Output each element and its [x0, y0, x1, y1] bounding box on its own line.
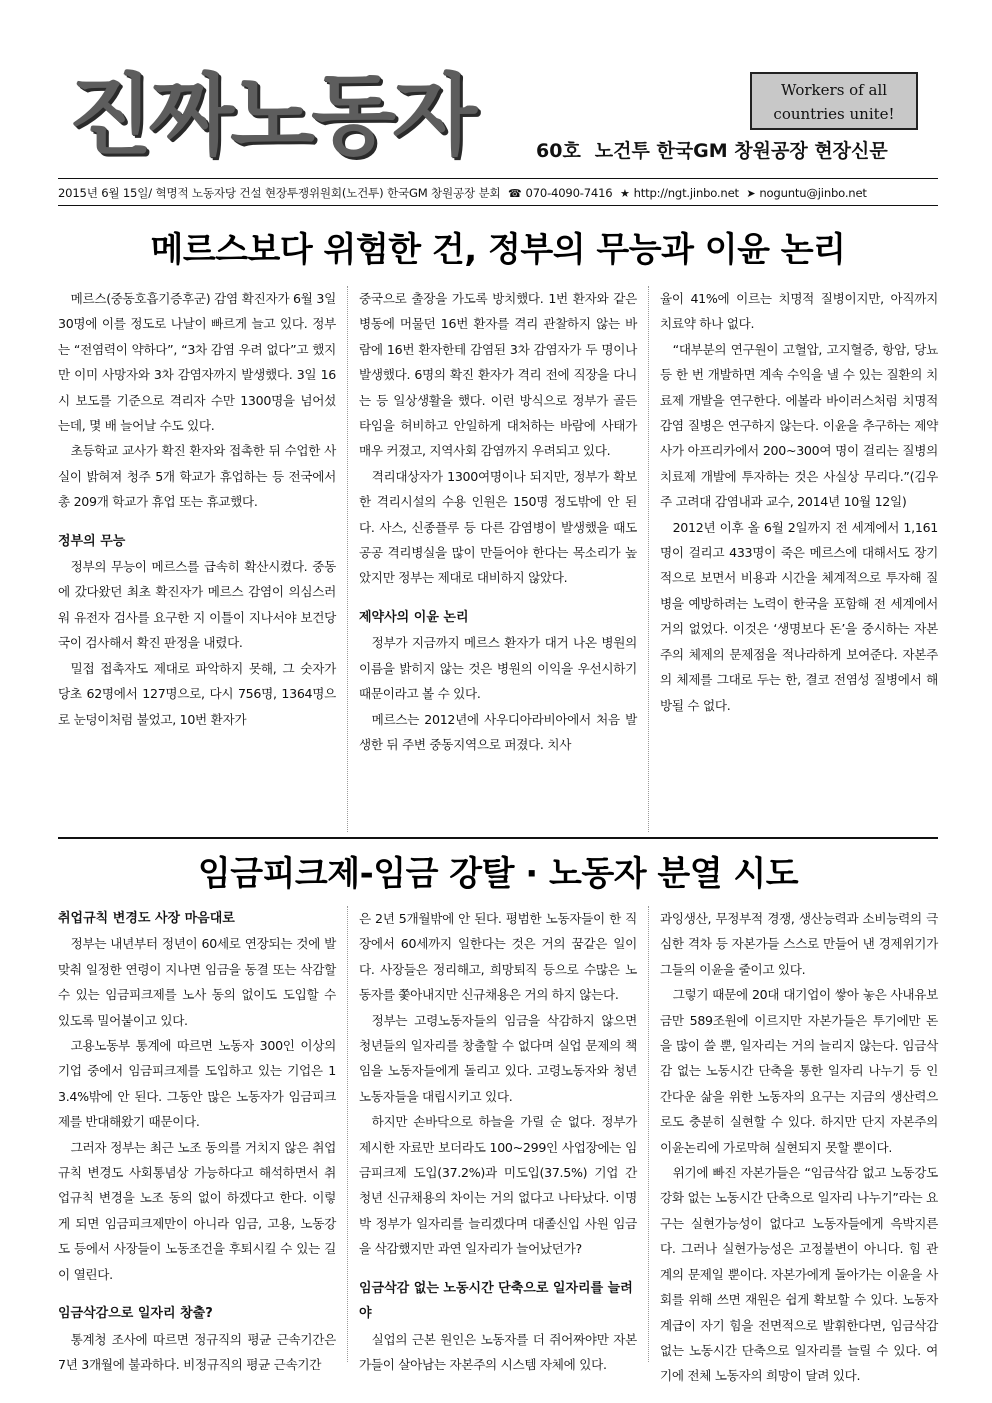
paragraph: 메르스(중동호흡기증후군) 감염 확진자가 6월 3일 30명에 이를 정도로 나날이 빠르게 늘고 있다. 정부는 “전염력이 약하다”, “3차 감염 우려 없다”고 했지만 이미 사망자와 3차 감염자까지 발생했다. 3일 16시 보도를 기준으로 격리자 수만 1300명을 넘어섰는데, 몇 배 늘어날 수도 있다. — [58, 291, 336, 434]
paragraph: 중국으로 출장을 가도록 방치했다. 1번 환자와 같은 병동에 머물던 16번 환자를 격리 관찰하지 않는 바람에 16번 환자한테 감염된 3차 감염자가 두 명이나 발생했다. 6명의 확진 환자가 격리 전에 직장을 다니는 등 일상생활을 했다. 이런 방식으로 정부가 골든타임을 허비하고 안일하게 대처하는 바람에 사태가 매우 커졌고, 지역사회 감염까지 우려되고 있다. — [359, 291, 637, 459]
info-line — [58, 185, 938, 201]
phone-number: 070-4090-7416 — [525, 186, 613, 200]
paragraph: 그렇기 때문에 20대 대기업이 쌓아 놓은 사내유보금만 589조원에 이르지만 자본가들은 투기에만 돈을 많이 쓸 뿐, 일자리는 거의 늘리지 않는다. 임금삭감 없는 노동시간 단축을 통한 일자리 나누기 등 인간다운 삶을 위한 노동자의 요구는 지금의 생산력으로도 충분히 실현할 수 있다. 하지만 단지 자본주의 이윤논리에 가로막혀 실현되지 못할 뿐이다. — [660, 987, 938, 1155]
column-divider — [637, 286, 660, 832]
section-separator — [58, 837, 938, 839]
subheading: 취업규칙 변경도 사장 마음대로 — [58, 911, 235, 926]
subheading: 임금삭감으로 일자리 창출? — [58, 1306, 213, 1322]
article1-column-3 — [660, 286, 938, 832]
paragraph: 과잉생산, 무정부적 경쟁, 생산능력과 소비능력의 극심한 격차 등 자본가들 스스로 만들어 낸 경제위기가 그들의 이윤을 줄이고 있다. — [660, 911, 938, 977]
paragraph: 하지만 손바닥으로 하늘을 가릴 순 없다. 정부가 제시한 자료만 보더라도 100~299인 사업장에는 임금피크제 도입(37.2%)과 미도입(37.5%) 기업 간 청년 신규채용의 차이는 거의 없다고 나타났다. 이명박 정부가 일자리를 늘리겠다며 대졸신입 사원 임금을 삭감했지만 과연 일자리가 늘어났던가? — [359, 1114, 637, 1257]
subheading: 제약사의 이윤 논리 — [359, 609, 469, 625]
paragraph: 고용노동부 통계에 따르면 노동자 300인 이상의 기업 중에서 임금피크제를 도입하고 있는 기업은 13.4%밖에 안 된다. 그동안 많은 노동자가 임금피크제를 반대해왔기 때문이다. — [58, 1038, 336, 1130]
slogan-line-1: Workers of all — [780, 81, 888, 99]
article2-body — [58, 906, 938, 1384]
issue-line — [536, 136, 888, 163]
paragraph: 통계청 조사에 따르면 정규직의 평균 근속기간은 7년 3개월에 불과하다. 비정규직의 평균 근속기간 — [58, 1331, 336, 1372]
column-divider — [637, 906, 660, 1362]
article1-headline: 메르스보다 위험한 건, 정부의 무능과 이윤 논리 — [150, 230, 846, 270]
paragraph: 위기에 빠진 자본가들은 “임금삭감 없고 노동강도 강화 없는 노동시간 단축으로 일자리 나누기”라는 요구는 실현가능성이 없다고 노동자들에게 윽박지른다. 그러나 실현가능성은 고정불변이 아니다. 힘 관계의 문제일 뿐이다. 자본가에게 돌아가는 이윤을 사회를 위해 쓰면 재원은 쉽게 확보할 수 있다. 노동자계급이 자기 힘을 전면적으로 발휘한다면, 임금삭감 없는 노동시간 단축으로 일자리를 늘릴 수 있다. 여기에 전체 노동자의 희망이 달려 있다. — [660, 1165, 938, 1384]
paragraph: 정부의 무능이 메르스를 급속히 확산시켰다. 중동에 갔다왔던 최초 확진자가 메르스 감염이 의심스러워 유전자 검사를 요구한 지 이틀이 지나서야 보건당국이 검사해서 확진 판정을 내렸다. — [58, 559, 336, 651]
column-divider — [336, 286, 359, 832]
newspaper-logo: 진짜노동자 — [68, 64, 474, 167]
slogan-line-2: countries unite! — [773, 105, 895, 123]
article1-column-1 — [58, 286, 336, 832]
paragraph: 정부는 내년부터 정년이 60세로 연장되는 것에 발맞춰 일정한 연령이 지나면 임금을 동결 또는 삭감할 수 있는 임금피크제를 노사 동의 없이도 도입할 수 있도록 밀어붙이고 있다. — [58, 936, 336, 1028]
article2-column-3 — [660, 906, 938, 1384]
paragraph: 은 2년 5개월밖에 안 된다. 평범한 노동자들이 한 직장에서 60세까지 일한다는 것은 거의 꿈같은 일이다. 사장들은 정리해고, 희망퇴직 등으로 수많은 노동자를 쫓아내지만 신규채용은 거의 하지 않는다. — [359, 911, 637, 1003]
star-icon: ★ — [619, 187, 630, 200]
email-link[interactable]: noguntu@jinbo.net — [759, 186, 867, 200]
paragraph: 그러자 정부는 최근 노조 동의를 거치지 않은 취업규칙 변경도 사회통념상 가능하다고 해석하면서 취업규칙 변경을 노조 동의 없이 하겠다고 한다. 이렇게 되면 임금피크제만이 아니라 임금, 고용, 노동강도 등에서 사장들이 노동조건을 후퇴시킬 수 있는 길이 열린다. — [58, 1139, 336, 1282]
phone-icon: ☎ — [508, 187, 522, 200]
paragraph: 2012년 이후 올 6월 2일까지 전 세계에서 1,161명이 걸리고 433명이 죽은 메르스에 대해서도 장기적으로 보면서 비용과 시간을 체계적으로 투자해 질병을 예방하려는 노력이 한국을 포함해 전 세계에서 거의 없었다. 이것은 ‘생명보다 돈’을 중시하는 자본주의 체제의 문제점을 적나라하게 보여준다. 자본주의 체제를 그대로 두는 한, 결코 전염성 질병에서 해방될 수 없다. — [660, 519, 938, 713]
paragraph: “대부분의 연구원이 고혈압, 고지혈증, 항암, 당뇨 등 한 번 개발하면 계속 수익을 낼 수 있는 질환의 치료제 개발을 연구한다. 에볼라 바이러스처럼 치명적 감염 질병은 연구하지 않는다. 이윤을 추구하는 제약사가 아프리카에서 200~300여 명이 걸리는 질병의 치료제 개발에 투자하는 것은 사실상 무리다.”(김우주 고려대 감염내과 교수, 2014년 10월 12일) — [660, 341, 938, 510]
paragraph: 격리대상자가 1300여명이나 되지만, 정부가 확보한 격리시설의 수용 인원은 150명 정도밖에 안 된다. 사스, 신종플루 등 다른 감염병이 발생했을 때도 공공 격리병실을 많이 만들어야 한다는 목소리가 높았지만 정부는 제대로 대비하지 않았다. — [359, 468, 637, 586]
issue-title: 노건투 한국GM 창원공장 현장신문 — [594, 140, 888, 162]
paragraph: 메르스는 2012년에 사우디아라비아에서 처음 발생한 뒤 주변 중동지역으로 퍼졌다. 치사 — [359, 711, 637, 752]
slogan-box — [750, 72, 918, 130]
article2-headline: 임금피크제-임금 강탈 · 노동자 분열 시도 — [197, 854, 799, 894]
article2-column-1 — [58, 906, 336, 1372]
arrow-icon: ➤ — [746, 187, 756, 200]
article1-column-2 — [359, 286, 637, 832]
paragraph: 정부는 고령노동자들의 임금을 삭감하지 않으면 청년들의 일자리를 창출할 수 없다며 실업 문제의 책임을 노동자들에게 돌리고 있다. 고령노동자와 청년노동자들을 대립시키고 있다. — [359, 1012, 637, 1104]
publisher-text: 2015년 6월 15일/ 혁명적 노동자당 건설 현장투쟁위원회(노건투) 한국GM 창원공장 분회 — [58, 186, 501, 200]
masthead — [58, 62, 938, 182]
article2-column-2 — [359, 906, 637, 1372]
column-divider — [336, 906, 359, 1362]
issue-number: 60호 — [536, 140, 581, 162]
subheading: 정부의 무능 — [58, 533, 126, 549]
paragraph: 율이 41%에 이르는 치명적 질병이지만, 아직까지 치료약 하나 없다. — [660, 291, 938, 332]
subheading: 임금삭감 없는 노동시간 단축으로 일자리를 늘려야 — [359, 1280, 633, 1322]
website-link[interactable]: http://ngt.jinbo.net — [633, 186, 739, 200]
top-rule — [58, 178, 938, 179]
paragraph: 밀접 접촉자도 제대로 파악하지 못해, 그 숫자가 당초 62명에서 127명으로, 다시 756명, 1364명으로 눈덩이처럼 불었고, 10번 환자가 — [58, 660, 336, 727]
paragraph: 초등학교 교사가 확진 환자와 접촉한 뒤 수업한 사실이 밝혀져 청주 5개 학교가 휴업하는 등 전국에서 총 209개 학교가 휴업 또는 휴교했다. — [58, 443, 336, 510]
paragraph: 정부가 지금까지 메르스 환자가 대거 나온 병원의 이름을 밝히지 않는 것은 병원의 이익을 우선시하기 때문이라고 볼 수 있다. — [359, 635, 637, 702]
article1-body — [58, 286, 938, 832]
paragraph: 실업의 근본 원인은 노동자를 더 쥐어짜야만 자본가들이 살아남는 자본주의 시스템 자체에 있다. — [359, 1331, 637, 1372]
info-rule — [58, 205, 938, 206]
